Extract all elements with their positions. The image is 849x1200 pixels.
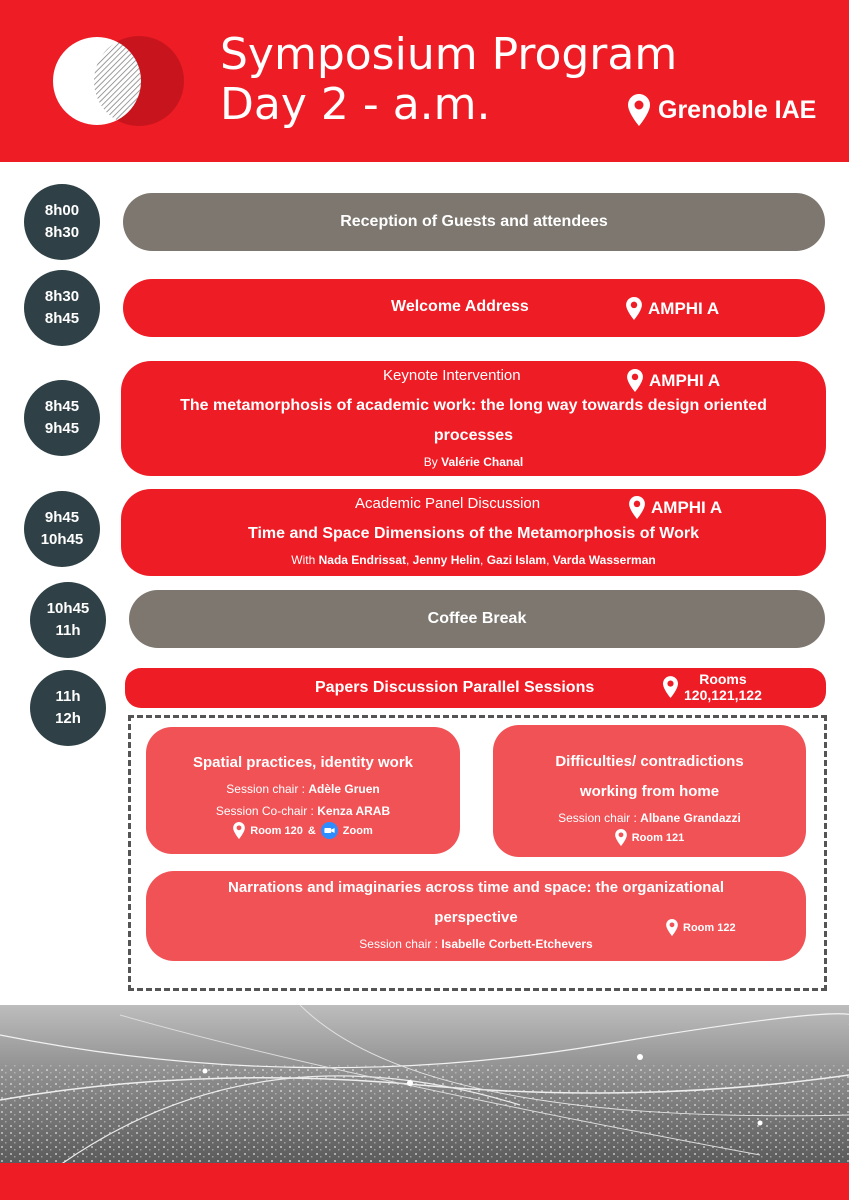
time-end: 9h45 xyxy=(44,420,80,437)
session-room xyxy=(666,919,736,936)
time-start: 8h30 xyxy=(44,288,80,305)
keynote-title-line-1: The metamorphosis of academic work: the long way towards design oriented xyxy=(180,397,767,414)
panelist-name: Jenny Helin xyxy=(412,553,481,567)
session-title-line-1: Narrations and imaginaries across time and space: the organizational xyxy=(228,879,724,896)
session-title xyxy=(493,747,806,807)
room-tag xyxy=(627,369,720,392)
time-end: 8h30 xyxy=(44,224,80,241)
panel-title: Time and Space Dimensions of the Metamorphosis of Work xyxy=(247,525,700,542)
reception-label: Reception of Guests and attendees xyxy=(340,213,608,230)
venue-location xyxy=(628,94,816,126)
map-pin-icon xyxy=(629,496,645,519)
map-pin-icon xyxy=(663,676,678,698)
session-room xyxy=(615,829,685,846)
zoom-label: Zoom xyxy=(342,824,373,837)
panelist-name: Nada Endrissat xyxy=(318,553,406,567)
page-title xyxy=(220,30,677,130)
chair-name: Isabelle Corbett-Etchevers xyxy=(441,937,593,951)
session-title-line-2: working from home xyxy=(579,783,720,800)
time-end: 12h xyxy=(55,710,81,727)
keynote-bar xyxy=(121,361,826,476)
panel-bar xyxy=(121,489,826,576)
parallel-sessions-bar xyxy=(125,668,826,708)
rooms-tag xyxy=(663,671,762,703)
panelist-name: Gazi Islam xyxy=(486,553,547,567)
cochair-label: Session Co-chair : xyxy=(215,804,314,818)
session-chair xyxy=(493,807,806,829)
coffee-break-bar xyxy=(129,590,825,648)
keynote-title-line-2: processes xyxy=(433,427,514,444)
coffee-break-label: Coffee Break xyxy=(427,610,527,627)
chair-label: Session chair : xyxy=(558,811,637,825)
city-network-image xyxy=(0,1005,849,1165)
rooms-line-1: Rooms xyxy=(699,671,747,687)
time-end: 8h45 xyxy=(44,310,80,327)
time-badge xyxy=(24,270,100,346)
panel-members: With Nada Endrissat, Jenny Helin, Gazi Islam, Varda Wasserman xyxy=(291,553,656,567)
title-line-2: Day 2 - a.m. xyxy=(220,79,491,130)
time-end: 11h xyxy=(55,622,81,639)
time-start: 8h00 xyxy=(44,202,80,219)
zoom-icon xyxy=(321,822,338,839)
with-prefix: With xyxy=(291,553,316,567)
keynote-speaker xyxy=(121,455,826,469)
time-badge xyxy=(30,670,106,746)
session-cochair xyxy=(146,800,460,822)
chair-name: Adèle Gruen xyxy=(308,782,380,796)
time-end: 10h45 xyxy=(40,531,84,548)
by-prefix: By xyxy=(423,455,438,469)
session-title: Spatial practices, identity work xyxy=(192,754,414,771)
title-line-1: Symposium Program xyxy=(220,29,678,80)
session-card xyxy=(146,871,806,961)
room-label: AMPHI A xyxy=(651,497,723,517)
welcome-bar xyxy=(123,279,825,337)
room-label: Room 121 xyxy=(631,831,685,844)
rooms-line-2: 120,121,122 xyxy=(684,687,762,703)
session-card xyxy=(146,727,460,854)
time-badge xyxy=(24,491,100,567)
session-room xyxy=(233,822,372,839)
time-badge xyxy=(24,184,100,260)
footer-band xyxy=(0,1163,849,1200)
time-start: 11h xyxy=(55,688,81,705)
session-chair xyxy=(146,778,460,800)
session-card xyxy=(493,725,806,857)
reception-bar xyxy=(123,193,825,251)
cochair-name: Kenza ARAB xyxy=(317,804,391,818)
parallel-sessions-label: Papers Discussion Parallel Sessions xyxy=(315,679,595,696)
room-tag xyxy=(629,496,722,519)
room-label: AMPHI A xyxy=(649,370,721,390)
time-start: 10h45 xyxy=(46,600,90,617)
chair-label: Session chair : xyxy=(359,937,438,951)
room-label: Room 120 xyxy=(250,824,303,837)
speaker-name: Valérie Chanal xyxy=(441,455,524,469)
map-pin-icon xyxy=(615,829,627,846)
map-pin-icon xyxy=(628,94,650,126)
keynote-kind: Keynote Intervention xyxy=(383,367,521,384)
keynote-title xyxy=(121,391,826,451)
welcome-label: Welcome Address xyxy=(391,298,529,315)
time-badge xyxy=(30,582,106,658)
room-tag xyxy=(626,297,719,320)
map-pin-icon xyxy=(627,369,643,392)
map-pin-icon xyxy=(233,822,245,839)
map-pin-icon xyxy=(626,297,642,320)
logo-icon xyxy=(52,36,192,126)
ampersand: & xyxy=(307,824,316,837)
venue-name: Grenoble IAE xyxy=(658,95,817,124)
panel-kind: Academic Panel Discussion xyxy=(355,495,541,512)
panelist-name: Varda Wasserman xyxy=(552,553,656,567)
chair-name: Albane Grandazzi xyxy=(640,811,741,825)
time-badge xyxy=(24,380,100,456)
map-pin-icon xyxy=(666,919,678,936)
time-start: 9h45 xyxy=(44,509,80,526)
session-title-line-1: Difficulties/ contradictions xyxy=(555,753,744,770)
room-label: Room 122 xyxy=(683,921,736,934)
time-start: 8h45 xyxy=(44,398,80,415)
room-label: AMPHI A xyxy=(648,298,720,318)
session-title-line-2: perspective xyxy=(434,909,518,926)
session-chair xyxy=(146,933,806,955)
chair-label: Session chair : xyxy=(226,782,305,796)
